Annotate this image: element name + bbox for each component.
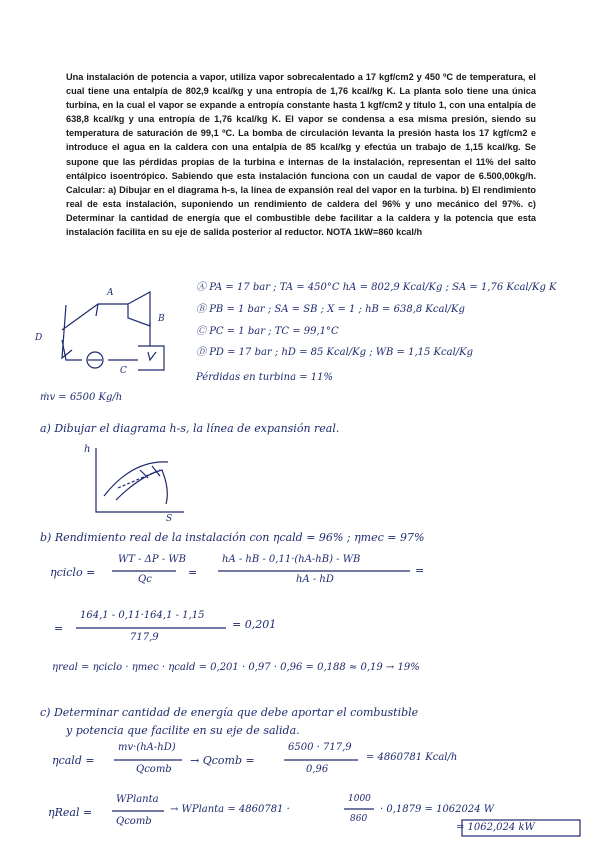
part-c-title-line2: y potencia que facilite en su eje de salida. (66, 724, 300, 737)
eq1-numerator: WT - ΔP - WB (118, 554, 186, 565)
state-c-text: PC = 1 bar ; TC = 99,1°C (209, 326, 339, 337)
eq2-result: = 0,201 (232, 618, 277, 631)
eta-real-equation: ηreal = ηciclo · ηmec · ηcald = 0,201 · 0,97 · 0,96 = 0,188 ≈ 0,19 → 19% (52, 662, 420, 673)
part-c-title-line1: c) Determinar cantidad de energía que debe aportar el combustible (40, 706, 419, 719)
label-d: D (35, 333, 43, 343)
w-planta-final: = 1062,024 kW (456, 822, 535, 833)
state-d-text: PD = 17 bar ; hD = 85 Kcal/Kg ; WB = 1,15 Kcal/Kg (209, 347, 474, 358)
label-a: A (107, 288, 114, 298)
q-comb-arrow: → Qcomb = (190, 754, 255, 767)
eq1-numerator-2: hA - hB - 0,11·(hA-hB) - WB (222, 554, 361, 565)
c-eq1-numerator: mv·(hA-hD) (118, 742, 176, 753)
kw-conversion-denominator: 860 (350, 814, 368, 824)
eq2-equals: = (54, 622, 64, 635)
w-planta-result: · 0,1879 = 1062024 W (380, 804, 495, 815)
eta-cald-label: ηcald = (52, 754, 95, 767)
eq1-denominator-2: hA - hD (296, 574, 334, 585)
w-planta-arrow: → WPlanta = 4860781 · (170, 804, 290, 815)
state-a-mark: Ⓐ (196, 282, 206, 293)
state-a-text: PA = 17 bar ; TA = 450°C hA = 802,9 Kcal/Kg ; SA = 1,76 Kcal/Kg K (209, 282, 557, 293)
s-axis-label: S (166, 514, 173, 524)
eq1-equals: = (188, 566, 198, 579)
eta-ciclo-label: ηciclo = (50, 566, 96, 579)
eq1-trailing-equals: = (415, 564, 425, 577)
eq2-numerator: 164,1 - 0,11·164,1 - 1,15 (80, 610, 205, 621)
kw-conversion-numerator: 1000 (348, 794, 371, 804)
eq2-denominator: 717,9 (130, 632, 159, 643)
w-planta-numerator: WPlanta (116, 794, 159, 805)
eta-real-label: ηReal = (48, 806, 93, 819)
part-b-title: b) Rendimiento real de la instalación con ηcald = 96% ; ηmec = 97% (40, 531, 425, 544)
state-d-mark: Ⓓ (196, 347, 206, 358)
h-axis-label: h (84, 444, 91, 455)
problem-statement: Una instalación de potencia a vapor, utiliza vapor sobrecalentado a 17 kgf/cm2 y 450 ºC de temperatura, el cual tiene una entalpía de 802,9 kcal/kg y una entropía de 1,76 kcal/kg K. La planta solo tiene una única turbina, en la cual el vapor se expande a entropía constante hasta 1 kgf/cm2 y título 1, con una entalpía de 638,8 kcal/kg y una entropía de 1,76 kcal/kg K. El vapor se condensa a esa misma presión, siendo su temperatura de saturación de 99,1 ºC. La bomba de circulación levanta la presión hasta los 17 kgf/cm2 e introduce el agua en la caldera con una entalpía de 85 kcal/kg y efectúa un trabajo de 1,15 kcal/kg. Se supone que las pérdidas propias de la turbina e internas de la instalación, representan el 11% del salto entálpico isoentrópico. Sabiendo que esta instalación funciona con un caudal de vapor de 6.500,00kg/h. Calcular: a) Dibujar en el diagrama h-s, la línea de expansión real del vapor en la turbina. b) El rendimiento real de esta instalación, suponiendo un rendimiento de caldera del 96% y uno mecánico del 97%. c) Determinar la cantidad de energía que el combustible debe facilitar a la caldera y la potencia que esta instalación facilita en su eje de salida posterior al reductor. NOTA 1kW=860 kcal/h (66, 72, 536, 238)
q-comb-result: = 4860781 Kcal/h (366, 752, 458, 763)
q-comb-denominator: Qcomb (116, 816, 152, 827)
c-eq1-numerator-2: 6500 · 717,9 (288, 742, 352, 753)
turbine-losses: Pérdidas en turbina = 11% (196, 372, 333, 383)
mass-flow: ṁv = 6500 Kg/h (40, 392, 123, 403)
state-c-mark: Ⓒ (196, 326, 206, 337)
state-b-mark: Ⓑ (196, 304, 206, 315)
eq1-denominator: Qc (138, 574, 152, 585)
label-b: B (158, 314, 165, 324)
state-b-text: PB = 1 bar ; SA = SB ; X = 1 ; hB = 638,8 Kcal/Kg (209, 304, 465, 315)
label-c: C (120, 366, 127, 376)
c-eq1-denominator: Qcomb (136, 764, 172, 775)
c-eq1-denominator-2: 0,96 (306, 764, 329, 775)
part-a-title: a) Dibujar el diagrama h-s, la línea de expansión real. (40, 422, 340, 435)
